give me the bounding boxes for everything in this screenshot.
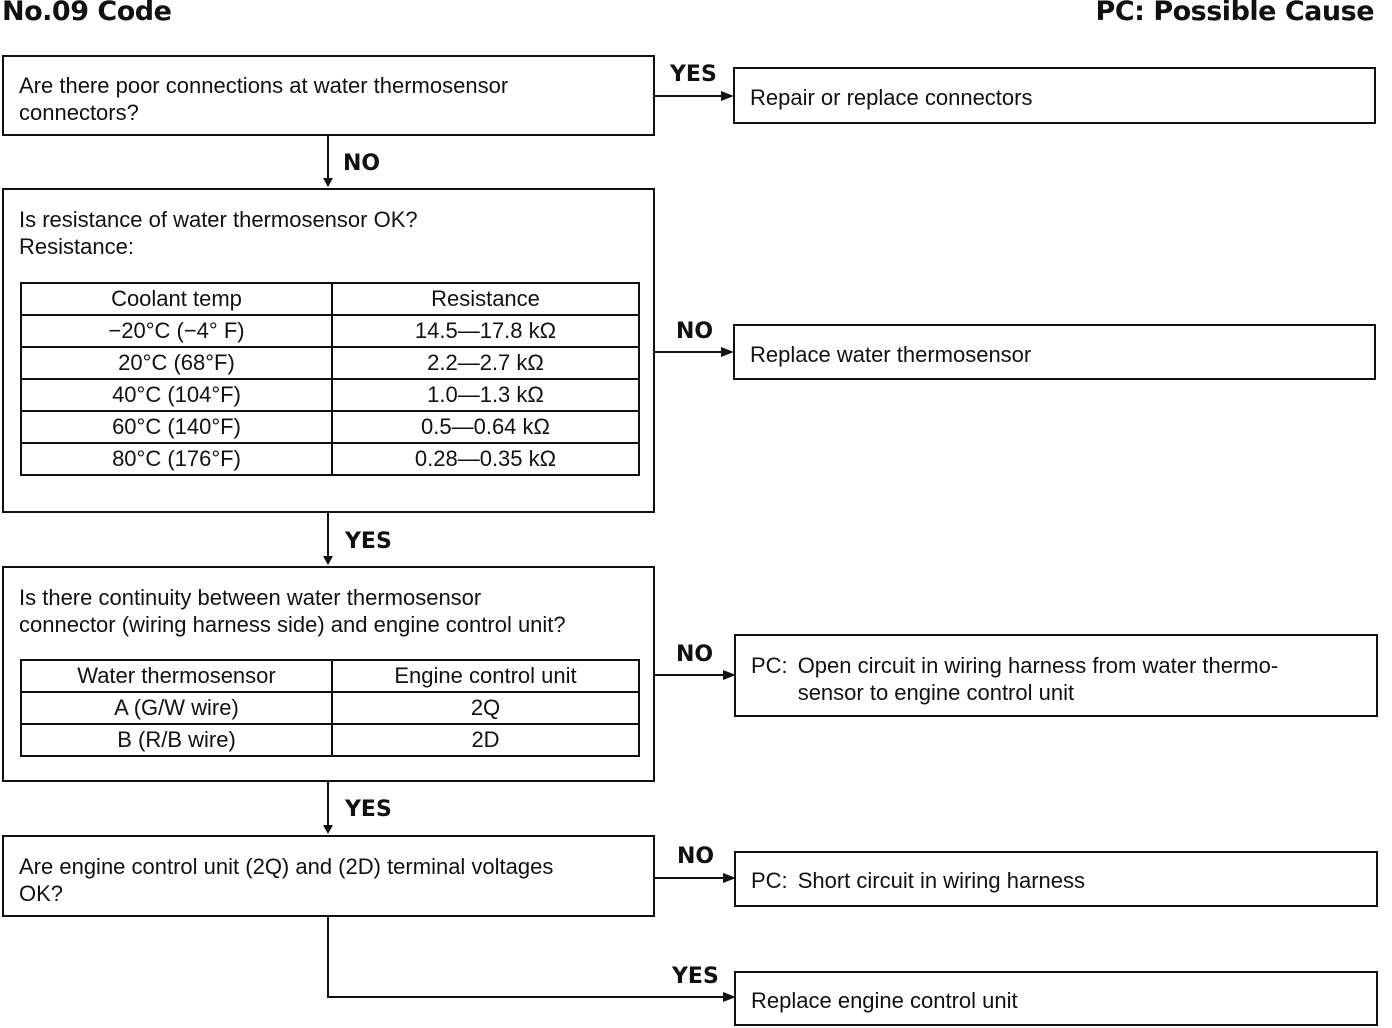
table-row [21, 724, 639, 756]
question-box-continuity [2, 566, 655, 782]
table-header: Resistance [332, 283, 639, 315]
table-cell: 0.5—0.64 kΩ [332, 411, 639, 443]
possible-cause-text: Short circuit in wiring harness [797, 868, 1086, 893]
table-header-row [21, 283, 639, 315]
result-text: Replace engine control unit [751, 988, 1018, 1013]
branch-label-yes: YES [345, 797, 392, 822]
arrow-down-icon [323, 556, 333, 565]
table-cell: 14.5—17.8 kΩ [332, 315, 639, 347]
question-text: Are engine control unit (2Q) and (2D) terminal voltages OK? [19, 854, 554, 906]
table-row [21, 347, 639, 379]
table-row [21, 411, 639, 443]
table-header: Water thermosensor [21, 660, 332, 692]
connector-right-4 [655, 877, 725, 879]
table-header: Coolant temp [21, 283, 332, 315]
result-text [751, 652, 1361, 706]
connector-down-1 [327, 136, 329, 180]
arrow-down-icon [323, 178, 333, 187]
arrow-down-icon [323, 825, 333, 834]
table-row [21, 315, 639, 347]
question-box-connections [2, 55, 655, 136]
possible-cause-prefix: PC: [751, 868, 788, 893]
result-box-open-circuit [734, 634, 1378, 717]
branch-label-yes: YES [672, 964, 719, 989]
table-cell: 60°C (140°F) [21, 411, 332, 443]
branch-label-no: NO [676, 319, 714, 344]
table-cell: 2.2—2.7 kΩ [332, 347, 639, 379]
table-cell: B (R/B wire) [21, 724, 332, 756]
table-row [21, 692, 639, 724]
result-box-replace-ecu [734, 971, 1378, 1026]
possible-cause-text: Open circuit in wiring harness from water thermo- sensor to engine control unit [797, 653, 1279, 705]
question-text: Is there continuity between water thermosensor connector (wiring harness side) and engine control unit? [19, 585, 566, 637]
branch-label-yes: YES [670, 62, 717, 87]
connector-down-2 [327, 513, 329, 558]
branch-label-no: NO [676, 642, 714, 667]
table-header: Engine control unit [332, 660, 639, 692]
connector-right-2 [655, 351, 723, 353]
question-text: Is resistance of water thermosensor OK? Resistance: [19, 207, 418, 259]
result-box-short-circuit [734, 851, 1378, 907]
question-box-terminal-voltages [2, 835, 655, 917]
resistance-table [20, 282, 640, 476]
connector-right-3 [655, 674, 725, 676]
table-row [21, 379, 639, 411]
legend-possible-cause: PC: Possible Cause [1095, 0, 1374, 27]
possible-cause-prefix: PC: [751, 653, 788, 678]
result-text [751, 867, 1085, 894]
table-cell: 1.0—1.3 kΩ [332, 379, 639, 411]
question-text: Are there poor connections at water thermosensor connectors? [19, 73, 509, 125]
table-row [21, 443, 639, 475]
connector-down-3 [327, 782, 329, 827]
branch-label-no: NO [343, 151, 381, 176]
result-text: Replace water thermosensor [750, 342, 1032, 367]
continuity-table [20, 659, 640, 757]
branch-label-yes: YES [345, 529, 392, 554]
table-cell: 80°C (176°F) [21, 443, 332, 475]
table-cell: 20°C (68°F) [21, 347, 332, 379]
table-cell: A (G/W wire) [21, 692, 332, 724]
result-box-replace-thermosensor [733, 324, 1376, 380]
connector-right-1 [655, 95, 723, 97]
table-header-row [21, 660, 639, 692]
connector-down-4 [327, 917, 329, 998]
connector-right-5 [327, 996, 725, 998]
table-cell: 2Q [332, 692, 639, 724]
table-cell: 40°C (104°F) [21, 379, 332, 411]
result-text: Repair or replace connectors [750, 85, 1033, 110]
table-cell: −20°C (−4° F) [21, 315, 332, 347]
question-box-resistance [2, 188, 655, 513]
branch-label-no: NO [677, 844, 715, 869]
result-box-repair-connectors [733, 67, 1376, 124]
table-cell: 0.28—0.35 kΩ [332, 443, 639, 475]
table-cell: 2D [332, 724, 639, 756]
page-title: No.09 Code [2, 0, 172, 27]
